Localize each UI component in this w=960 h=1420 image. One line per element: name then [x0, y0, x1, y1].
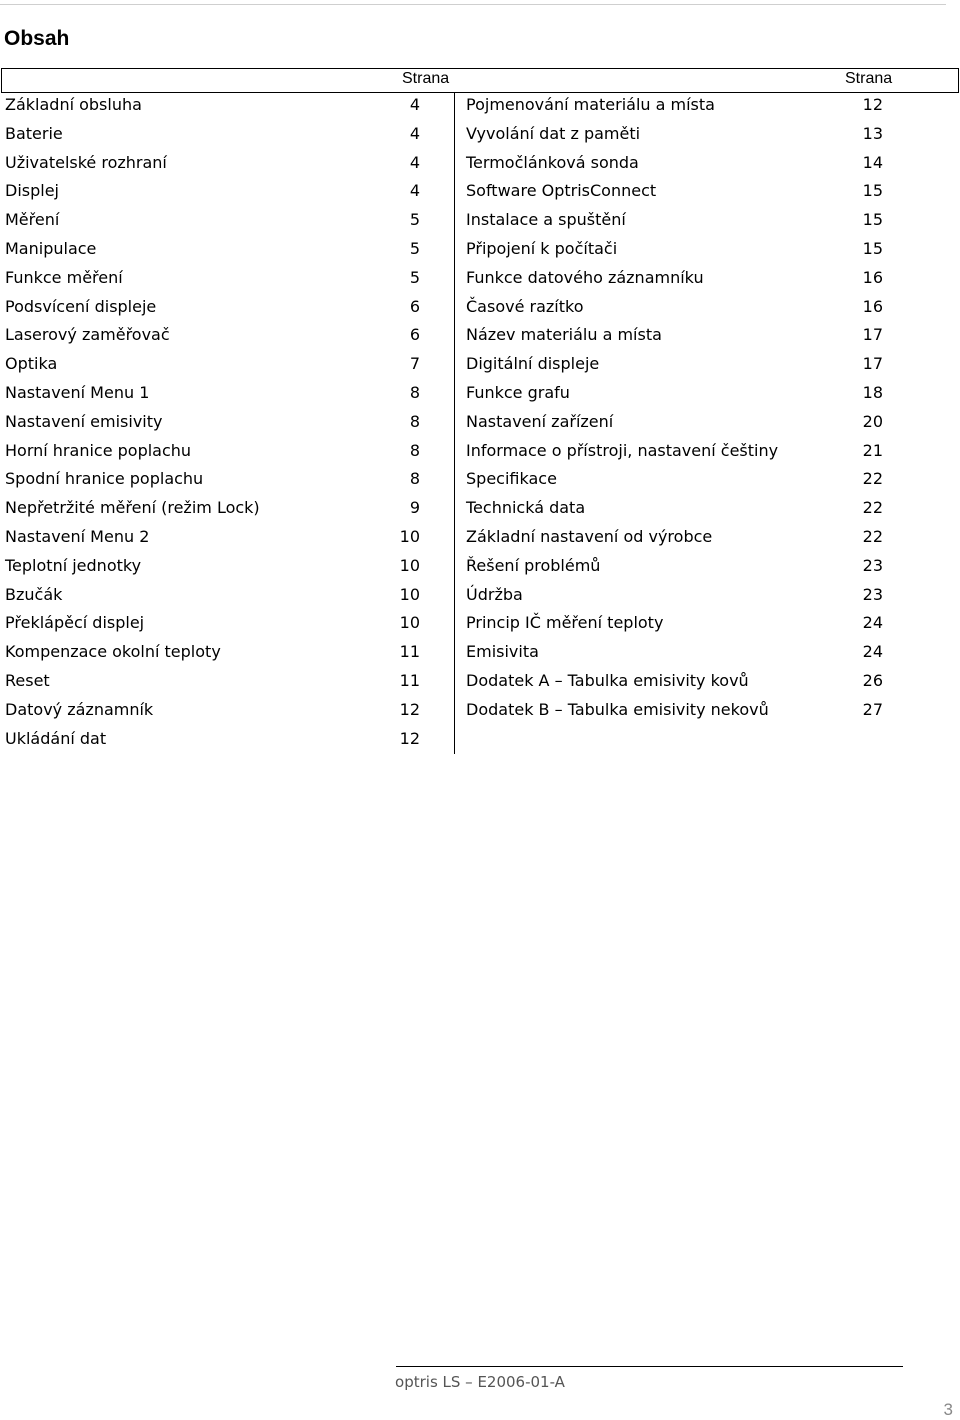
- toc-entry-title: Ukládání dat: [5, 728, 107, 748]
- toc-entry[interactable]: [455, 525, 959, 554]
- toc-entry-page: 8: [409, 440, 420, 460]
- toc-entry-title: Digitální displeje: [466, 354, 600, 374]
- toc-entry-title: Technická data: [466, 498, 586, 518]
- toc-entry-page: 11: [399, 642, 420, 662]
- toc-entry[interactable]: [455, 698, 959, 727]
- toc-entry[interactable]: [1, 611, 454, 640]
- toc-entry-title: Software OptrisConnect: [466, 181, 657, 201]
- toc-entry[interactable]: [1, 237, 454, 266]
- toc-entry-title: Teplotní jednotky: [5, 555, 142, 575]
- toc-entry-page: 15: [862, 238, 883, 258]
- table-of-contents: [1, 68, 959, 748]
- toc-entry-page: 5: [409, 238, 420, 258]
- toc-entry-page: 17: [862, 325, 883, 345]
- toc-entry-page: 24: [862, 642, 883, 662]
- toc-entry-title: Pojmenování materiálu a místa: [466, 95, 715, 114]
- toc-entry-page: 18: [862, 382, 883, 402]
- toc-entry-page: 14: [862, 152, 883, 172]
- toc-entry[interactable]: [455, 467, 959, 496]
- toc-entry-page: 10: [399, 613, 420, 633]
- toc-entry-page: 9: [409, 498, 420, 518]
- toc-entry-page: 22: [862, 526, 883, 546]
- toc-entry-page: 5: [409, 267, 420, 287]
- toc-entry-title: Uživatelské rozhraní: [5, 152, 167, 172]
- toc-entry-page: 8: [409, 382, 420, 402]
- toc-entry[interactable]: [1, 323, 454, 352]
- toc-entry-title: Bzučák: [5, 584, 63, 604]
- toc-entry[interactable]: [455, 583, 959, 612]
- footer-rule: [396, 1366, 903, 1367]
- toc-entry-title: Řešení problémů: [466, 555, 601, 575]
- toc-entry[interactable]: [455, 554, 959, 583]
- toc-entry-page: 6: [409, 325, 420, 345]
- page-title: Obsah: [4, 27, 70, 50]
- toc-entry[interactable]: [455, 295, 959, 324]
- toc-entry-page: 8: [409, 469, 420, 489]
- toc-entry-title: Připojení k počítači: [466, 238, 618, 258]
- toc-entry-page: 21: [862, 440, 883, 460]
- toc-entry[interactable]: [455, 381, 959, 410]
- toc-entry-page: 12: [399, 728, 420, 748]
- left-page-column-header: Strana: [402, 70, 450, 87]
- toc-entry-title: Informace o přístroji, nastavení češtiny: [466, 440, 779, 460]
- toc-entry[interactable]: [455, 179, 959, 208]
- toc-entry-title: Princip IČ měření teploty: [466, 613, 664, 633]
- toc-entry[interactable]: [455, 93, 959, 122]
- toc-entry-title: Funkce měření: [5, 267, 123, 287]
- toc-entry-title: Základní obsluha: [5, 95, 142, 114]
- page-number: 3: [943, 1400, 953, 1419]
- toc-header: [1, 68, 959, 93]
- toc-entry-title: Funkce grafu: [466, 382, 570, 402]
- toc-entry-title: Manipulace: [5, 238, 97, 258]
- toc-entry-title: Baterie: [5, 123, 63, 143]
- toc-entry[interactable]: [455, 237, 959, 266]
- toc-entry[interactable]: [455, 122, 959, 151]
- toc-entry-page: 4: [409, 95, 420, 114]
- toc-entry-title: Emisivita: [466, 642, 539, 662]
- toc-entry-title: Horní hranice poplachu: [5, 440, 192, 460]
- toc-entry-page: 22: [862, 498, 883, 518]
- toc-entry[interactable]: [455, 496, 959, 525]
- toc-entry[interactable]: [455, 439, 959, 468]
- toc-entry-page: 15: [862, 181, 883, 201]
- toc-entry-page: 27: [862, 699, 883, 719]
- toc-entry-title: Datový záznamník: [5, 699, 154, 719]
- toc-entry-title: Podsvícení displeje: [5, 296, 157, 316]
- toc-entry[interactable]: [1, 151, 454, 180]
- toc-entry-title: Základní nastavení od výrobce: [466, 526, 713, 546]
- toc-entry[interactable]: [455, 323, 959, 352]
- toc-entry-title: Název materiálu a místa: [466, 325, 662, 345]
- toc-entry-page: 4: [409, 152, 420, 172]
- toc-entry[interactable]: [1, 583, 454, 612]
- toc-entry[interactable]: [1, 496, 454, 525]
- toc-entry-page: 11: [399, 670, 420, 690]
- toc-entry-page: 10: [399, 555, 420, 575]
- toc-entry[interactable]: [1, 352, 454, 381]
- toc-entry-page: 4: [409, 181, 420, 201]
- toc-entry-page: 23: [862, 584, 883, 604]
- toc-entry-title: Funkce datového záznamníku: [466, 267, 704, 287]
- toc-entry-title: Nastavení Menu 1: [5, 382, 150, 402]
- toc-entry-title: Údržba: [466, 584, 523, 604]
- toc-entry-title: Měření: [5, 210, 60, 230]
- toc-entry-title: Kompenzace okolní teploty: [5, 642, 221, 662]
- toc-entry[interactable]: [1, 122, 454, 151]
- top-rule: [0, 4, 946, 5]
- toc-entry-title: Nastavení emisivity: [5, 411, 163, 431]
- toc-entry-page: 17: [862, 354, 883, 374]
- toc-entry[interactable]: [455, 208, 959, 237]
- toc-entry-page: 12: [399, 699, 420, 719]
- toc-entry[interactable]: [1, 439, 454, 468]
- toc-entry-page: 26: [862, 670, 883, 690]
- toc-entry-title: Překlápěcí displej: [5, 613, 145, 633]
- toc-entry[interactable]: [1, 93, 454, 122]
- toc-entry-page: 10: [399, 526, 420, 546]
- toc-entry-title: Nastavení Menu 2: [5, 526, 150, 546]
- toc-entry-page: 4: [409, 123, 420, 143]
- toc-entry[interactable]: [1, 554, 454, 583]
- toc-entry-title: Dodatek B – Tabulka emisivity nekovů: [466, 699, 769, 719]
- toc-entry[interactable]: [1, 179, 454, 208]
- toc-entry-title: Specifikace: [466, 469, 557, 489]
- toc-entry[interactable]: [455, 611, 959, 640]
- toc-entry-page: 16: [862, 267, 883, 287]
- toc-entry-title: Instalace a spuštění: [466, 210, 626, 230]
- toc-entry[interactable]: [1, 525, 454, 554]
- toc-entry[interactable]: [455, 266, 959, 295]
- toc-entry-title: Reset: [5, 670, 50, 690]
- toc-entry-title: Displej: [5, 181, 59, 201]
- toc-entry-title: Spodní hranice poplachu: [5, 469, 204, 489]
- toc-entry-page: 24: [862, 613, 883, 633]
- toc-right-column: [455, 93, 959, 727]
- toc-entry[interactable]: [1, 467, 454, 496]
- toc-entry[interactable]: [1, 410, 454, 439]
- toc-entry-title: Nepřetržité měření (režim Lock): [5, 498, 260, 518]
- toc-entry-title: Časové razítko: [466, 296, 584, 316]
- toc-entry-page: 6: [409, 296, 420, 316]
- toc-entry[interactable]: [455, 410, 959, 439]
- toc-entry-title: Dodatek A – Tabulka emisivity kovů: [466, 670, 749, 690]
- toc-entry-title: Vyvolání dat z paměti: [466, 123, 641, 143]
- toc-entry-page: 16: [862, 296, 883, 316]
- right-page-column-header: Strana: [845, 70, 893, 87]
- toc-entry-page: 15: [862, 210, 883, 230]
- toc-entry-page: 23: [862, 555, 883, 575]
- toc-entry[interactable]: [455, 669, 959, 698]
- toc-entry[interactable]: [455, 640, 959, 669]
- toc-entry[interactable]: [1, 266, 454, 295]
- toc-entry[interactable]: [455, 352, 959, 381]
- toc-entry-title: Optika: [5, 354, 58, 374]
- toc-entry-page: 22: [862, 469, 883, 489]
- footer-document-code: optris LS – E2006-01-A: [395, 1373, 565, 1391]
- toc-left-column: [1, 93, 454, 755]
- toc-entry[interactable]: [1, 640, 454, 669]
- toc-entry[interactable]: [1, 698, 454, 727]
- toc-entry-page: 5: [409, 210, 420, 230]
- toc-entry-page: 20: [862, 411, 883, 431]
- toc-entry-page: 12: [862, 95, 883, 114]
- toc-entry-page: 8: [409, 411, 420, 431]
- toc-entry-title: Termočlánková sonda: [466, 152, 639, 172]
- toc-entry[interactable]: [1, 669, 454, 698]
- toc-entry[interactable]: [1, 727, 454, 756]
- toc-entry[interactable]: [455, 151, 959, 180]
- toc-entry-page: 13: [862, 123, 883, 143]
- toc-entry-title: Laserový zaměřovač: [5, 325, 170, 345]
- toc-entry[interactable]: [1, 295, 454, 324]
- toc-entry-page: 7: [409, 354, 420, 374]
- toc-entry[interactable]: [1, 208, 454, 237]
- toc-entry-page: 10: [399, 584, 420, 604]
- toc-entry-title: Nastavení zařízení: [466, 411, 614, 431]
- toc-entry[interactable]: [1, 381, 454, 410]
